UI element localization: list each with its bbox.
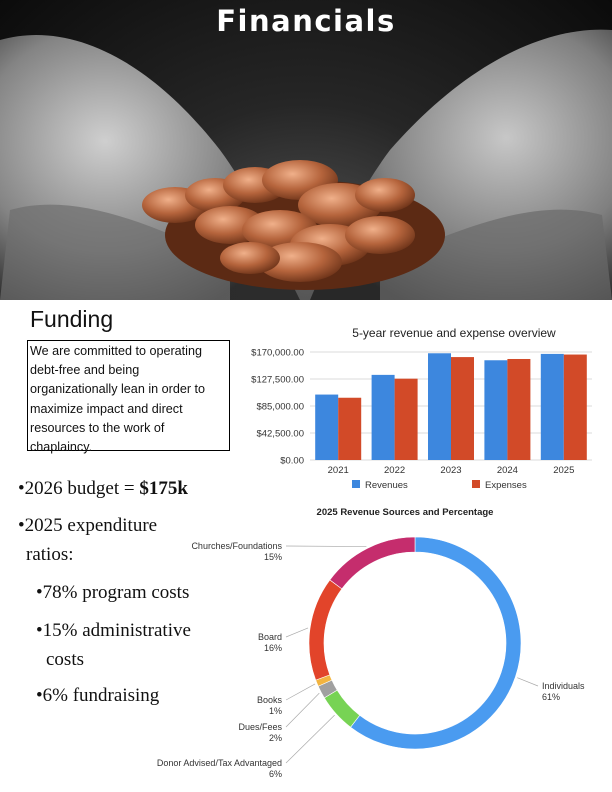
ratios-heading-line1: •2025 expenditure	[18, 515, 158, 536]
bar-expenses-2024	[507, 359, 530, 460]
donut-percent-board: 16%	[263, 643, 282, 653]
budget-label: •2026 budget =	[18, 478, 140, 499]
bar-revenues-2023	[428, 353, 451, 460]
legend-swatch-revenues	[352, 480, 360, 488]
donut-label-churches-foundations: Churches/Foundations	[191, 541, 282, 551]
donut-percent-churches-foundations: 15%	[263, 552, 282, 562]
revenue-sources-donut-chart	[130, 500, 612, 792]
admin-costs-bullet-line1: •15% administrative	[36, 620, 191, 641]
page-title: Financials	[216, 4, 396, 38]
legend-label-revenues: Revenues	[365, 480, 408, 491]
bar-revenues-2022	[372, 375, 395, 460]
admin-costs-bullet-line2: costs	[46, 649, 84, 670]
donut-percent-books: 1%	[268, 706, 282, 716]
budget-bullet	[18, 478, 188, 500]
bar-x-tick-label: 2021	[327, 465, 349, 476]
bar-y-tick-label: $0.00	[280, 455, 304, 467]
bar-expenses-2023	[451, 357, 474, 460]
fundraising-bullet: •6% fundraising	[36, 685, 160, 706]
bar-y-tick-label: $127,500.00	[251, 374, 304, 386]
donut-percent-donor-advised-tax-advantaged: 6%	[268, 769, 282, 779]
program-costs-bullet: •78% program costs	[36, 582, 190, 603]
donut-leader-line	[517, 678, 538, 686]
bar-revenues-2021	[315, 395, 338, 460]
donut-leader-line	[286, 546, 366, 547]
bar-x-tick-label: 2022	[384, 465, 406, 476]
donut-percent-individuals: 61%	[542, 692, 561, 702]
legend-label-expenses: Expenses	[485, 480, 527, 491]
donut-leader-line	[286, 628, 308, 637]
bar-expenses-2022	[395, 379, 418, 460]
bar-x-tick-label: 2023	[440, 465, 462, 476]
donut-label-books: Books	[256, 695, 282, 705]
revenue-expense-bar-chart	[240, 320, 612, 500]
bar-chart-title: 5-year revenue and expense overview	[352, 326, 556, 340]
bar-x-tick-label: 2025	[553, 465, 575, 476]
donut-percent-dues-fees: 2%	[268, 733, 282, 743]
donut-chart-title: 2025 Revenue Sources and Percentage	[316, 507, 494, 518]
donut-slice-donor-advised-tax-advantaged	[324, 690, 359, 727]
ratios-heading-line2: ratios:	[26, 544, 74, 565]
bar-x-tick-label: 2024	[496, 465, 518, 476]
hero-image	[0, 0, 612, 300]
legend-swatch-expenses	[472, 480, 480, 488]
bar-y-tick-label: $85,000.00	[256, 401, 304, 413]
bar-expenses-2025	[564, 355, 587, 460]
donut-slice-individuals	[351, 537, 521, 749]
donut-label-donor-advised-tax-advantaged: Donor Advised/Tax Advantaged	[156, 758, 282, 768]
section-heading: Funding	[30, 306, 114, 332]
donut-leader-line	[286, 693, 319, 727]
budget-value: $175k	[139, 478, 188, 499]
hands-with-coins-illustration	[0, 0, 612, 300]
bar-expenses-2021	[338, 398, 361, 460]
donut-leader-line	[286, 684, 315, 700]
bar-y-tick-label: $42,500.00	[256, 428, 304, 440]
donut-leader-line	[286, 715, 335, 763]
donut-label-board: Board	[257, 632, 282, 642]
bar-y-tick-label: $170,000.00	[251, 347, 304, 359]
bar-revenues-2024	[484, 360, 507, 460]
donut-label-dues-fees: Dues/Fees	[238, 722, 282, 732]
bar-revenues-2025	[541, 354, 564, 460]
mission-statement: We are committed to operating debt-free and being organizationally lean in order to maximize impact and direct resources to the work of chaplaincy.	[27, 340, 230, 451]
donut-label-individuals: Individuals	[542, 681, 585, 691]
donut-slice-churches-foundations	[330, 537, 415, 589]
donut-slice-board	[309, 580, 342, 680]
